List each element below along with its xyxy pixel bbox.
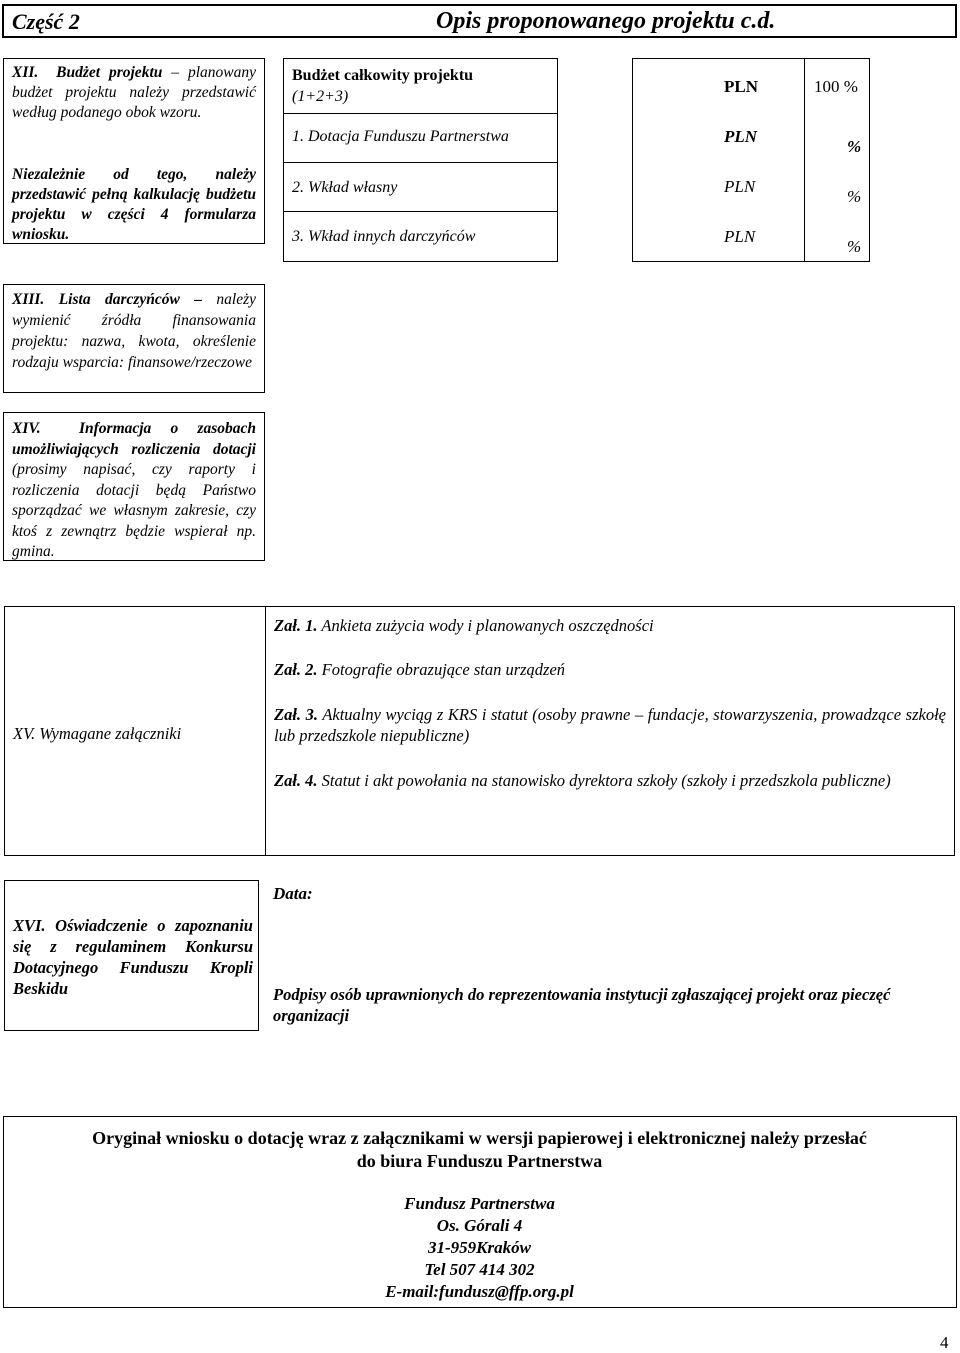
budget-row-currency: PLN: [724, 227, 756, 246]
section-xiii-text: XIII. Lista darczyńców – należy wymienić źródła finansowania projektu: nazwa, kwota, określenie rodzaju wsparcia: finansowe/rzeczowe: [12, 291, 257, 371]
section-label: Część 2: [12, 9, 80, 34]
address-email: E-mail:fundusz@ffp.org.pl: [385, 1282, 574, 1301]
budget-row-2-label-cell: [283, 162, 558, 212]
budget-row-label: 1. Dotacja Funduszu Partnerstwa: [292, 128, 509, 145]
budget-row-currency: PLN: [724, 177, 756, 196]
budget-total-percent: 100 %: [814, 77, 858, 96]
budget-row-currency: PLN: [724, 127, 758, 146]
section-xii-text1: XII. Budżet projektu – planowany budżet projektu należy przedstawić według podanego obok wzoru.: [12, 64, 256, 121]
address-line: 31-959Kraków: [428, 1238, 531, 1257]
section-xiv-number: XIV.: [12, 420, 41, 437]
section-xii-number: XII.: [12, 64, 39, 81]
address-line: Os. Górali 4: [436, 1216, 523, 1235]
section-xv-label-box: [4, 606, 266, 856]
attachment-item: Zał. 4. Statut i akt powołania na stanowisko dyrektora szkoły (szkoły i przedszkola publiczne): [274, 771, 891, 790]
section-xvi-label-box: [4, 880, 259, 1031]
attachment-item: Zał. 2. Fotografie obrazujące stan urządzeń: [274, 660, 566, 679]
page-number: 4: [940, 1333, 949, 1352]
section-xvi-label: XVI. Oświadczenie o zapoznaniu się z regulaminem Konkursu Dotacyjnego Funduszu Kropli Beskidu: [13, 916, 253, 998]
budget-row-label: 2. Wkład własny: [292, 179, 398, 196]
submission-instruction: Oryginał wniosku o dotację wraz z załącznikami w wersji papierowej i elektronicznej należy przesłać do biura Funduszu Partnerstwa: [92, 1128, 867, 1171]
budget-row-percent: %: [847, 237, 862, 256]
section-xvi-number: XVI.: [13, 916, 46, 935]
section-xii-description: [3, 58, 265, 244]
budget-row-percent: %: [847, 137, 862, 156]
section-xvi-content: [258, 880, 958, 1032]
signature-label: Podpisy osób uprawnionych do reprezentowania instytucji zgłaszającej projekt oraz pieczęć organizacji: [273, 985, 891, 1025]
address-line: Fundusz Partnerstwa: [404, 1194, 555, 1213]
office-address: [4, 1193, 955, 1303]
date-label: Data:: [273, 884, 313, 903]
section-xv-label: XV. Wymagane załączniki: [13, 724, 182, 743]
section-xv-number: XV.: [13, 724, 36, 743]
attachment-item: Zał. 1. Ankieta zużycia wody i planowanych oszczędności: [274, 616, 654, 635]
section-xiii-title: Lista darczyńców: [58, 291, 180, 308]
budget-row-1-label-cell: [283, 113, 558, 163]
budget-total-currency: PLN: [724, 77, 758, 96]
section-xiv: [3, 412, 265, 561]
budget-percent-column: [804, 58, 870, 262]
section-xv-attachments-box: [265, 606, 955, 856]
submission-info-box: [3, 1116, 957, 1308]
section-xiii: [3, 284, 265, 393]
budget-currency-column: [632, 58, 805, 262]
section-xiv-text: XIV. Informacja o zasobach umożliwiających rozliczenia dotacji (prosimy napisać, czy raporty i rozliczenia dotacji będą Państwo sporządzać we własnym zakresie, czy ktoś z zewnątrz będzie wspierał np. gmina.: [12, 420, 256, 560]
address-line: Tel 507 414 302: [424, 1260, 535, 1279]
attachment-item: Zał. 3. Aktualny wyciąg z KRS i statut (osoby prawne – fundacje, stowarzyszenia, prowadzące szkołę lub przedszkole niepubliczne): [274, 705, 946, 745]
section-xii-text2: Niezależnie od tego, należy przedstawić pełną kalkulację budżetu projektu w części 4 formularza wniosku.: [12, 166, 256, 243]
budget-row-percent: %: [847, 187, 862, 206]
budget-total-label: Budżet całkowity projektu: [292, 67, 474, 84]
section-xii-title: Budżet projektu: [56, 64, 163, 81]
page-header: [2, 4, 957, 38]
section-xiv-title: Informacja o zasobach umożliwiających rozliczenia dotacji: [12, 420, 256, 458]
section-xiii-number: XIII.: [12, 291, 45, 308]
page-title: Opis proponowanego projektu c.d.: [436, 8, 776, 34]
budget-total-label-cell: [283, 58, 558, 114]
budget-row-label: 3. Wkład innych darczyńców: [292, 228, 476, 245]
budget-row-3-label-cell: [283, 211, 558, 262]
budget-total-sub: (1+2+3): [292, 88, 349, 105]
